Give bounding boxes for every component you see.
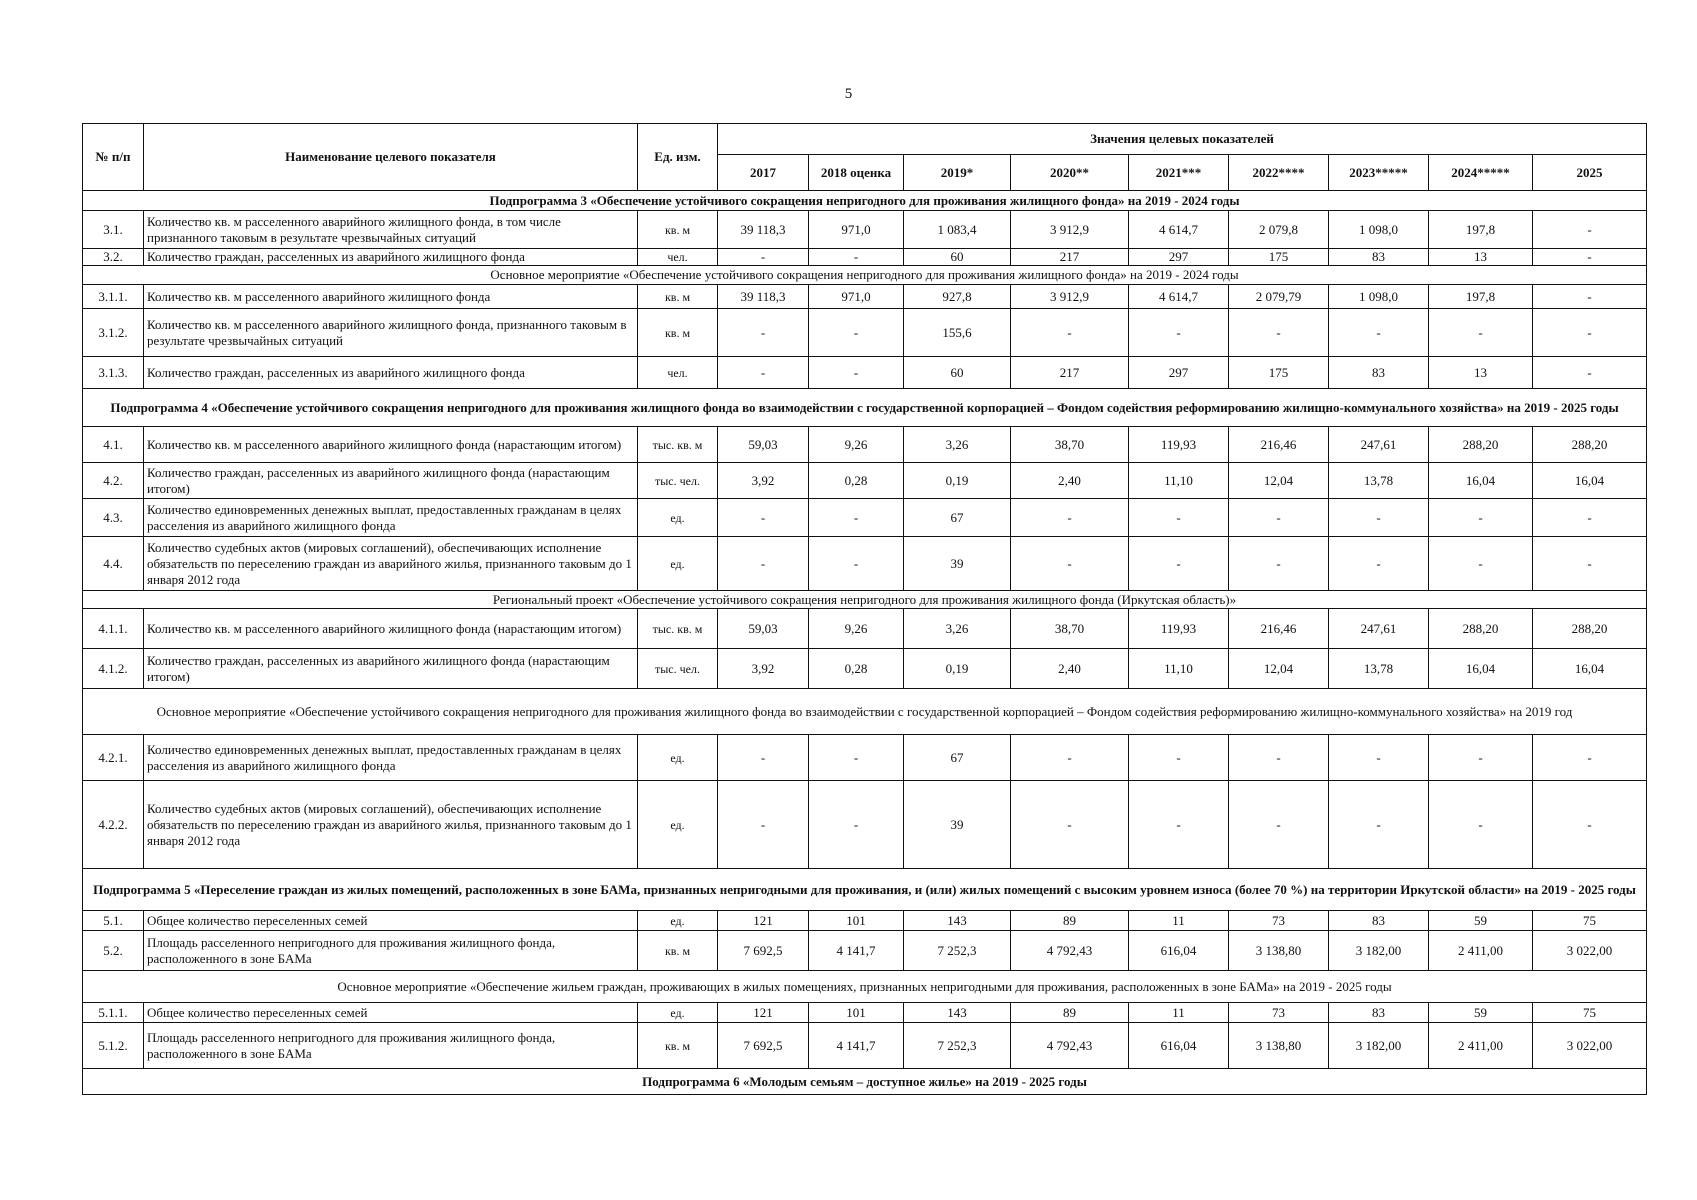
indicator-value: 13 [1429, 249, 1533, 266]
row-number: 4.2.2. [83, 781, 144, 869]
indicator-value: 67 [904, 735, 1011, 781]
indicator-value: - [718, 735, 809, 781]
indicator-value: 16,04 [1533, 463, 1647, 499]
header-year: 2021*** [1129, 155, 1229, 191]
indicator-value: - [809, 735, 904, 781]
indicator-value: 39 [904, 537, 1011, 591]
indicator-value: 119,93 [1129, 427, 1229, 463]
indicator-value: 12,04 [1229, 463, 1329, 499]
table-row [83, 649, 1647, 689]
indicator-unit: тыс. чел. [638, 463, 718, 499]
section-row [83, 689, 1647, 735]
indicator-value: - [1429, 781, 1533, 869]
indicator-unit: чел. [638, 357, 718, 389]
table-row [83, 463, 1647, 499]
indicator-value: 1 098,0 [1329, 285, 1429, 309]
indicator-value: - [809, 499, 904, 537]
table-header [83, 124, 1647, 191]
indicator-name: Количество кв. м расселенного аварийного жилищного фонда [144, 285, 638, 309]
indicator-value: 197,8 [1429, 285, 1533, 309]
indicator-value: - [1533, 357, 1647, 389]
indicator-value: - [718, 357, 809, 389]
indicator-value: - [1533, 537, 1647, 591]
indicator-value: 3,26 [904, 427, 1011, 463]
table-row [83, 931, 1647, 971]
indicator-value: 2 079,79 [1229, 285, 1329, 309]
indicator-unit: ед. [638, 735, 718, 781]
indicator-unit: ед. [638, 499, 718, 537]
table-row [83, 285, 1647, 309]
section-row [83, 591, 1647, 609]
indicator-value: - [1533, 309, 1647, 357]
indicator-value: - [718, 309, 809, 357]
indicator-value: 1 098,0 [1329, 211, 1429, 249]
indicator-value: 2 411,00 [1429, 931, 1533, 971]
row-number: 4.2.1. [83, 735, 144, 781]
indicator-name: Количество кв. м расселенного аварийного жилищного фонда, признанного таковым в результате чрезвычайных ситуаций [144, 309, 638, 357]
table-row [83, 499, 1647, 537]
indicator-unit: ед. [638, 781, 718, 869]
indicator-name: Количество граждан, расселенных из аварийного жилищного фонда [144, 249, 638, 266]
indicator-value: 7 692,5 [718, 931, 809, 971]
indicator-value: 83 [1329, 1003, 1429, 1023]
indicator-value: 59,03 [718, 609, 809, 649]
indicator-value: 83 [1329, 911, 1429, 931]
header-year: 2022**** [1229, 155, 1329, 191]
indicator-unit: кв. м [638, 211, 718, 249]
indicator-value: 927,8 [904, 285, 1011, 309]
header-values-group: Значения целевых показателей [718, 124, 1647, 155]
indicator-name: Количество граждан, расселенных из аварийного жилищного фонда (нарастающим итогом) [144, 463, 638, 499]
indicator-value: 3 022,00 [1533, 931, 1647, 971]
row-number: 4.1. [83, 427, 144, 463]
subprogram-title: Подпрограмма 4 «Обеспечение устойчивого сокращения непригодного для проживания жилищного фонда во взаимодействии с государственной корпорацией – Фондом содействия реформированию жилищно-коммунального хозяйства» на 2019 - 2025 годы [83, 389, 1647, 427]
indicator-value: 216,46 [1229, 427, 1329, 463]
target-indicators-table [82, 123, 1647, 1095]
indicator-value: 38,70 [1011, 609, 1129, 649]
indicator-value: 3 182,00 [1329, 931, 1429, 971]
indicator-value: - [1129, 499, 1229, 537]
indicator-value: 39 118,3 [718, 285, 809, 309]
indicator-value: 616,04 [1129, 1023, 1229, 1069]
indicator-name: Количество граждан, расселенных из аварийного жилищного фонда (нарастающим итогом) [144, 649, 638, 689]
indicator-value: - [1129, 781, 1229, 869]
indicator-value: 4 141,7 [809, 931, 904, 971]
indicator-value: 3 182,00 [1329, 1023, 1429, 1069]
indicator-value: 73 [1229, 1003, 1329, 1023]
indicator-value: 4 614,7 [1129, 285, 1229, 309]
indicator-value: 7 252,3 [904, 1023, 1011, 1069]
indicator-value: 288,20 [1533, 609, 1647, 649]
activity-title: Основное мероприятие «Обеспечение жильем граждан, проживающих в жилых помещениях, признанных непригодными для проживания, расположенных в зоне БАМа» на 2019 - 2025 годы [83, 971, 1647, 1003]
row-number: 3.1.3. [83, 357, 144, 389]
indicator-value: 121 [718, 911, 809, 931]
indicator-value: 83 [1329, 249, 1429, 266]
indicator-value: - [1429, 499, 1533, 537]
indicator-value: 16,04 [1533, 649, 1647, 689]
indicator-value: 39 118,3 [718, 211, 809, 249]
indicator-value: 2,40 [1011, 649, 1129, 689]
indicator-value: 89 [1011, 1003, 1129, 1023]
indicator-unit: тыс. кв. м [638, 609, 718, 649]
indicator-value: - [1129, 309, 1229, 357]
indicator-value: 247,61 [1329, 609, 1429, 649]
indicator-value: - [1429, 537, 1533, 591]
indicator-value: - [1229, 309, 1329, 357]
indicator-value: 11,10 [1129, 463, 1229, 499]
activity-title: Основное мероприятие «Обеспечение устойчивого сокращения непригодного для проживания жилищного фонда во взаимодействии с государственной корпорацией – Фондом содействия реформированию жилищно-коммунального хозяйства» на 2019 год [83, 689, 1647, 735]
indicator-value: 0,28 [809, 649, 904, 689]
indicator-unit: кв. м [638, 931, 718, 971]
row-number: 4.1.2. [83, 649, 144, 689]
section-row [83, 191, 1647, 211]
row-number: 5.1. [83, 911, 144, 931]
indicator-value: 4 141,7 [809, 1023, 904, 1069]
indicator-value: 0,19 [904, 649, 1011, 689]
page-number: 5 [844, 86, 853, 102]
indicator-value: - [1011, 499, 1129, 537]
indicator-value: 9,26 [809, 609, 904, 649]
section-row [83, 389, 1647, 427]
indicator-value: 3,26 [904, 609, 1011, 649]
indicator-value: 75 [1533, 1003, 1647, 1023]
indicator-value: 60 [904, 249, 1011, 266]
indicator-value: - [1011, 735, 1129, 781]
indicator-value: - [1329, 781, 1429, 869]
header-indicator-name: Наименование целевого показателя [144, 124, 638, 191]
indicator-value: 13 [1429, 357, 1533, 389]
indicator-value: 3 138,80 [1229, 1023, 1329, 1069]
row-number: 3.2. [83, 249, 144, 266]
indicator-value: - [1533, 781, 1647, 869]
row-number: 4.1.1. [83, 609, 144, 649]
indicator-value: 7 252,3 [904, 931, 1011, 971]
header-unit: Ед. изм. [638, 124, 718, 191]
indicator-value: 616,04 [1129, 931, 1229, 971]
indicator-value: - [1229, 537, 1329, 591]
indicator-value: 2 411,00 [1429, 1023, 1533, 1069]
indicator-value: 121 [718, 1003, 809, 1023]
indicator-value: - [1533, 211, 1647, 249]
table-row [83, 609, 1647, 649]
indicator-value: 4 614,7 [1129, 211, 1229, 249]
indicator-value: 67 [904, 499, 1011, 537]
table-row [83, 249, 1647, 266]
indicator-unit: кв. м [638, 285, 718, 309]
row-number: 3.1. [83, 211, 144, 249]
indicator-value: 3,92 [718, 463, 809, 499]
indicator-value: 4 792,43 [1011, 931, 1129, 971]
indicator-value: - [809, 357, 904, 389]
table-row [83, 735, 1647, 781]
indicator-name: Количество единовременных денежных выплат, предоставленных гражданам в целях расселения из аварийного жилищного фонда [144, 735, 638, 781]
activity-title: Основное мероприятие «Обеспечение устойчивого сокращения непригодного для проживания жилищного фонда» на 2019 - 2024 годы [83, 266, 1647, 285]
indicator-value: 39 [904, 781, 1011, 869]
indicator-unit: кв. м [638, 1023, 718, 1069]
indicator-value: 288,20 [1429, 609, 1533, 649]
section-row [83, 1069, 1647, 1095]
indicator-name: Количество судебных актов (мировых соглашений), обеспечивающих исполнение обязательств по переселению граждан из аварийного жилья, признанного таковым до 1 января 2012 года [144, 537, 638, 591]
indicator-unit: кв. м [638, 309, 718, 357]
header-year: 2017 [718, 155, 809, 191]
indicator-value: 297 [1129, 249, 1229, 266]
table-row [83, 537, 1647, 591]
indicator-value: 59 [1429, 911, 1533, 931]
row-number: 4.4. [83, 537, 144, 591]
indicator-value: - [1533, 285, 1647, 309]
indicator-value: - [718, 499, 809, 537]
indicator-value: 971,0 [809, 211, 904, 249]
row-number: 5.1.2. [83, 1023, 144, 1069]
indicator-value: - [1329, 499, 1429, 537]
subprogram-title: Подпрограмма 3 «Обеспечение устойчивого сокращения непригодного для проживания жилищного фонда» на 2019 - 2024 годы [83, 191, 1647, 211]
indicator-value: - [1229, 781, 1329, 869]
indicator-value: 247,61 [1329, 427, 1429, 463]
indicator-value: 297 [1129, 357, 1229, 389]
indicator-value: - [1329, 735, 1429, 781]
indicator-name: Общее количество переселенных семей [144, 1003, 638, 1023]
indicator-value: 59,03 [718, 427, 809, 463]
indicator-unit: тыс. чел. [638, 649, 718, 689]
indicator-value: 11 [1129, 911, 1229, 931]
table-row [83, 781, 1647, 869]
indicator-value: - [1329, 537, 1429, 591]
indicator-name: Количество граждан, расселенных из аварийного жилищного фонда [144, 357, 638, 389]
indicator-value: 13,78 [1329, 463, 1429, 499]
indicator-name: Количество единовременных денежных выплат, предоставленных гражданам в целях расселения из аварийного жилищного фонда [144, 499, 638, 537]
indicator-unit: ед. [638, 1003, 718, 1023]
subprogram-title: Подпрограмма 5 «Переселение граждан из жилых помещений, расположенных в зоне БАМа, признанных непригодными для проживания, и (или) жилых помещений с высоким уровнем износа (более 70 %) на территории Иркутской области» на 2019 - 2025 годы [83, 869, 1647, 911]
indicator-value: 3 022,00 [1533, 1023, 1647, 1069]
indicator-unit: ед. [638, 537, 718, 591]
indicator-value: 3 912,9 [1011, 285, 1129, 309]
indicator-value: 73 [1229, 911, 1329, 931]
row-number: 3.1.2. [83, 309, 144, 357]
header-year: 2024***** [1429, 155, 1533, 191]
indicator-value: 11,10 [1129, 649, 1229, 689]
indicator-value: 16,04 [1429, 649, 1533, 689]
indicator-unit: чел. [638, 249, 718, 266]
indicator-value: - [809, 249, 904, 266]
section-row [83, 869, 1647, 911]
indicator-value: - [1011, 537, 1129, 591]
indicator-value: - [1533, 499, 1647, 537]
subprogram-title: Подпрограмма 6 «Молодым семьям – доступное жилье» на 2019 - 2025 годы [83, 1069, 1647, 1095]
table-row [83, 911, 1647, 931]
table-row [83, 211, 1647, 249]
indicator-value: 288,20 [1429, 427, 1533, 463]
header-year: 2019* [904, 155, 1011, 191]
indicator-value: 13,78 [1329, 649, 1429, 689]
row-number: 4.3. [83, 499, 144, 537]
indicator-value: 119,93 [1129, 609, 1229, 649]
indicator-value: 11 [1129, 1003, 1229, 1023]
indicator-value: - [1429, 735, 1533, 781]
indicator-unit: тыс. кв. м [638, 427, 718, 463]
indicator-value: 7 692,5 [718, 1023, 809, 1069]
table-row [83, 309, 1647, 357]
row-number: 5.1.1. [83, 1003, 144, 1023]
indicator-value: 143 [904, 911, 1011, 931]
indicator-value: 175 [1229, 249, 1329, 266]
indicator-value: 155,6 [904, 309, 1011, 357]
section-row [83, 266, 1647, 285]
indicator-name: Количество кв. м расселенного аварийного жилищного фонда (нарастающим итогом) [144, 609, 638, 649]
indicator-value: 288,20 [1533, 427, 1647, 463]
indicator-name: Количество кв. м расселенного аварийного жилищного фонда, в том числе признанного таковым в результате чрезвычайных ситуаций [144, 211, 638, 249]
indicator-name: Площадь расселенного непригодного для проживания жилищного фонда, расположенного в зоне БАМа [144, 931, 638, 971]
indicator-value: 217 [1011, 357, 1129, 389]
indicator-value: - [1129, 537, 1229, 591]
row-number: 3.1.1. [83, 285, 144, 309]
header-num: № п/п [83, 124, 144, 191]
header-year: 2020** [1011, 155, 1129, 191]
indicator-value: - [718, 537, 809, 591]
indicator-value: 3,92 [718, 649, 809, 689]
indicator-value: - [1229, 499, 1329, 537]
indicator-value: 101 [809, 911, 904, 931]
indicator-value: 971,0 [809, 285, 904, 309]
indicator-value: 83 [1329, 357, 1429, 389]
indicator-value: 9,26 [809, 427, 904, 463]
row-number: 4.2. [83, 463, 144, 499]
header-year: 2018 оценка [809, 155, 904, 191]
table-body [83, 191, 1647, 1095]
header-year: 2025 [1533, 155, 1647, 191]
indicator-name: Общее количество переселенных семей [144, 911, 638, 931]
indicator-value: 3 138,80 [1229, 931, 1329, 971]
indicator-value: - [1533, 735, 1647, 781]
indicator-value: 175 [1229, 357, 1329, 389]
indicator-value: 2,40 [1011, 463, 1129, 499]
indicator-value: 89 [1011, 911, 1129, 931]
indicator-value: 143 [904, 1003, 1011, 1023]
indicator-name: Количество кв. м расселенного аварийного жилищного фонда (нарастающим итогом) [144, 427, 638, 463]
table-row [83, 1003, 1647, 1023]
indicator-name: Количество судебных актов (мировых соглашений), обеспечивающих исполнение обязательств по переселению граждан из аварийного жилья, признанного таковым до 1 января 2012 года [144, 781, 638, 869]
indicator-value: 4 792,43 [1011, 1023, 1129, 1069]
section-row [83, 971, 1647, 1003]
indicator-value: 59 [1429, 1003, 1533, 1023]
indicator-unit: ед. [638, 911, 718, 931]
table-row [83, 427, 1647, 463]
indicator-value: - [718, 781, 809, 869]
indicator-value: - [1533, 249, 1647, 266]
indicator-value: 60 [904, 357, 1011, 389]
table-row [83, 1023, 1647, 1069]
row-number: 5.2. [83, 931, 144, 971]
indicator-value: 197,8 [1429, 211, 1533, 249]
activity-title: Региональный проект «Обеспечение устойчивого сокращения непригодного для проживания жилищного фонда (Иркутская область)» [83, 591, 1647, 609]
indicator-value: 12,04 [1229, 649, 1329, 689]
indicator-value: - [809, 309, 904, 357]
indicator-value: 2 079,8 [1229, 211, 1329, 249]
indicator-value: 0,19 [904, 463, 1011, 499]
indicator-value: 101 [809, 1003, 904, 1023]
header-year: 2023***** [1329, 155, 1429, 191]
indicator-value: 16,04 [1429, 463, 1533, 499]
indicator-value: - [1129, 735, 1229, 781]
indicator-value: - [1011, 781, 1129, 869]
indicator-value: 0,28 [809, 463, 904, 499]
indicator-value: 1 083,4 [904, 211, 1011, 249]
indicator-value: 217 [1011, 249, 1129, 266]
indicator-value: 38,70 [1011, 427, 1129, 463]
indicator-value: - [809, 781, 904, 869]
indicator-value: 75 [1533, 911, 1647, 931]
indicator-value: 3 912,9 [1011, 211, 1129, 249]
indicator-value: - [1429, 309, 1533, 357]
indicator-value: - [718, 249, 809, 266]
indicator-name: Площадь расселенного непригодного для проживания жилищного фонда, расположенного в зоне БАМа [144, 1023, 638, 1069]
indicator-value: - [1011, 309, 1129, 357]
indicator-value: 216,46 [1229, 609, 1329, 649]
table-row [83, 357, 1647, 389]
indicator-value: - [1229, 735, 1329, 781]
indicator-value: - [809, 537, 904, 591]
indicator-value: - [1329, 309, 1429, 357]
